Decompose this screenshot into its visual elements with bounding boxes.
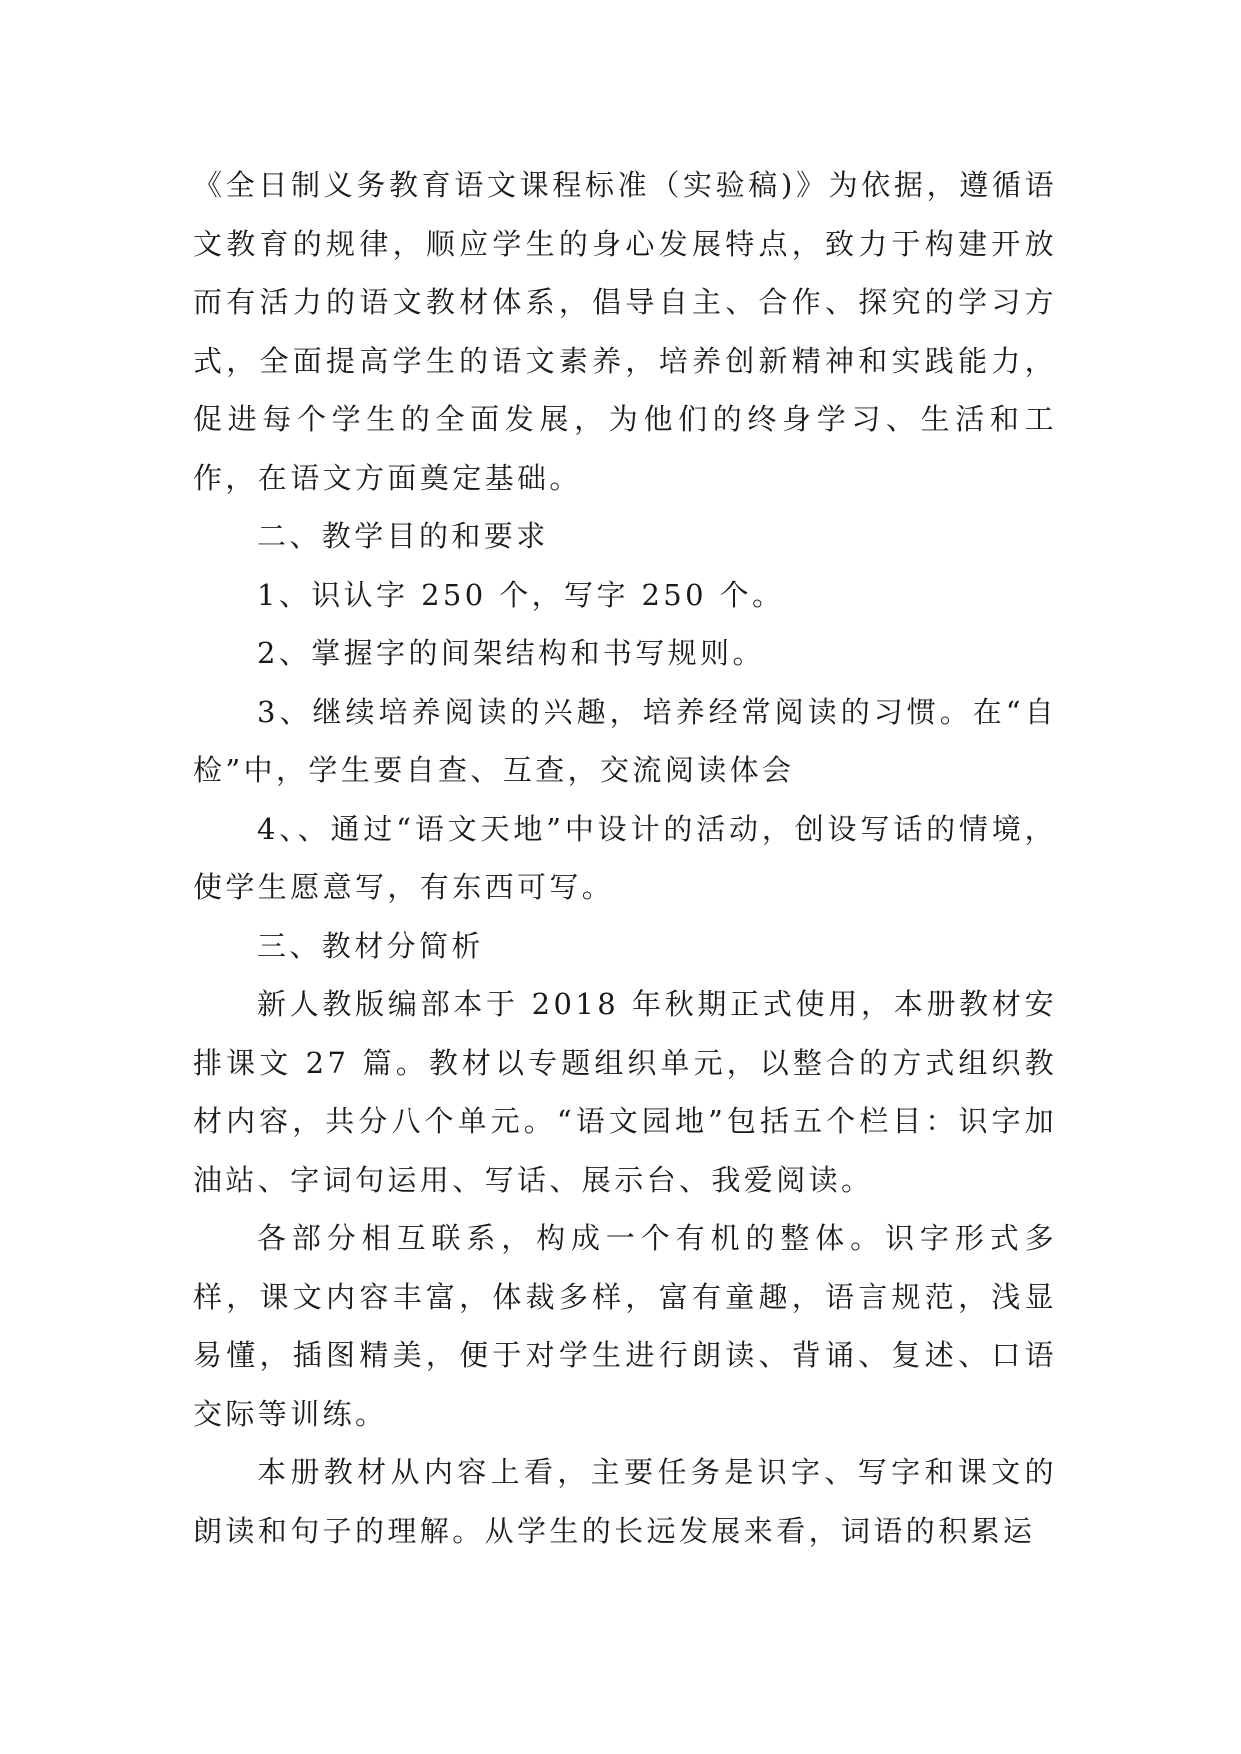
document-body	[193, 156, 1057, 1560]
goal-item-2: 2、掌握字的间架结构和书写规则。	[257, 636, 765, 670]
paragraph-textbook-tasks: 本册教材从内容上看，主要任务是识字、写字和课文的朗读和句子的理解。从学生的长远发展来看，词语的积累运	[193, 1455, 1057, 1548]
goal-item-4: 4、、通过“语文天地”中设计的活动，创设写话的情境，使学生愿意写，有东西可写。	[193, 811, 1057, 904]
section-heading-textbook-analysis: 三、教材分简析	[257, 928, 484, 963]
section-heading-teaching-goals: 二、教学目的和要求	[257, 519, 549, 553]
paragraph-textbook-features: 各部分相互联系，构成一个有机的整体。识字形式多样，课文内容丰富，体裁多样，富有童趣，语言规范，浅显易懂，插图精美，便于对学生进行朗读、背诵、复述、口语交际等训练。	[193, 1221, 1057, 1431]
goal-item-3: 3、继续培养阅读的兴趣，培养经常阅读的习惯。在“自检”中，学生要自查、互查，交流阅读体会	[193, 694, 1057, 787]
goal-item-1: 1、识认字 250 个，写字 250 个。	[257, 577, 785, 612]
paragraph-textbook-overview: 新人教版编部本于 2018 年秋期正式使用，本册教材安排课文 27 篇。教材以专题组织单元，以整合的方式组织教材内容，共分八个单元。“语文园地”包括五个栏目：识字加油站、字词句运用、写话、展示台、我爱阅读。	[193, 987, 1057, 1197]
paragraph-intro: 《全日制义务教育语文课程标准（实验稿)》为依据，遵循语文教育的规律，顺应学生的身心发展特点，致力于构建开放而有活力的语文教材体系，倡导自主、合作、探究的学习方式，全面提高学生的语文素养，培养创新精神和实践能力，促进每个学生的全面发展，为他们的终身学习、生活和工作，在语文方面奠定基础。	[193, 168, 1057, 495]
